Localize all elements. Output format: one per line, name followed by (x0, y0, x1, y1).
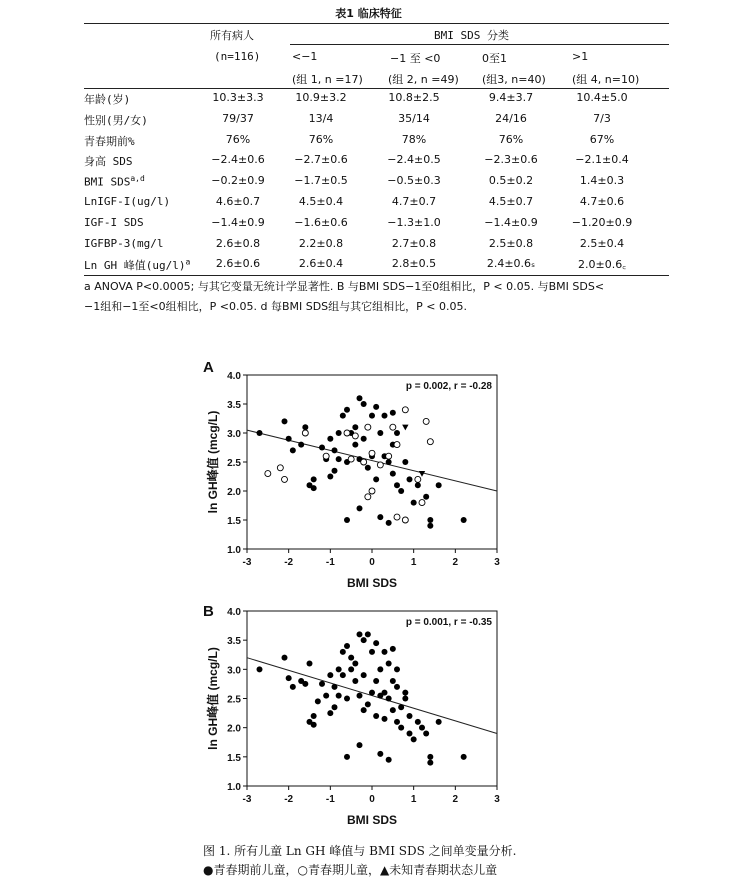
table-cell: 4.7±0.6 (579, 195, 625, 208)
data-point-prepubertal (386, 757, 392, 763)
data-point-prepubertal (327, 474, 333, 480)
y-tick-label: 3.0 (227, 429, 241, 440)
plot-frame (247, 611, 497, 786)
data-point-prepubertal (336, 666, 342, 672)
data-point-prepubertal (357, 505, 363, 511)
table-cell: −1.6±0.6 (294, 215, 348, 229)
data-point-pubertal (386, 453, 392, 459)
data-point-prepubertal (394, 684, 400, 690)
data-point-prepubertal (332, 704, 338, 710)
data-point-prepubertal (361, 707, 367, 713)
all-patients-n: (n=116) (214, 50, 261, 63)
data-point-prepubertal (386, 520, 392, 526)
data-point-prepubertal (336, 693, 342, 699)
group-4-range: >1 (572, 50, 589, 63)
data-point-prepubertal (352, 661, 358, 667)
table-cell: −2.4±0.5 (387, 153, 441, 167)
data-point-prepubertal (436, 719, 442, 725)
data-point-prepubertal (390, 471, 396, 477)
data-point-prepubertal (398, 704, 404, 710)
x-tick-label: 2 (452, 557, 459, 568)
data-point-prepubertal (423, 494, 429, 500)
data-point-prepubertal (377, 666, 383, 672)
table-cell: 1.4±0.3 (579, 174, 625, 188)
x-tick-label: -1 (325, 794, 335, 805)
table-cell: 2.5±0.4 (579, 236, 625, 250)
x-tick-label: -2 (284, 794, 294, 805)
y-tick-label: 1.0 (227, 545, 241, 556)
data-point-prepubertal (373, 678, 379, 684)
row-label-text: 年龄(岁) (84, 93, 131, 106)
data-point-prepubertal (423, 731, 429, 737)
data-point-prepubertal (402, 696, 408, 702)
figure-caption-line-2: ●青春期前儿童，○青春期儿童，▲未知青春期状态儿童 (203, 863, 498, 877)
data-point-prepubertal (344, 407, 350, 413)
table-cell: 76% (225, 132, 251, 146)
data-point-prepubertal (340, 672, 346, 678)
data-point-prepubertal (365, 465, 371, 471)
data-point-prepubertal (319, 445, 325, 451)
table-cell: 2.4±0.6ₛ (486, 257, 536, 271)
data-point-pubertal (361, 459, 367, 465)
table-cell: −2.3±0.6 (484, 153, 538, 167)
data-point-pubertal (369, 488, 375, 494)
table-cell: −2.4±0.6 (211, 153, 265, 167)
table-cell: 67% (589, 132, 615, 146)
table-cell: 78% (401, 132, 427, 146)
table-cell: 7/3 (593, 111, 611, 125)
data-point-prepubertal (344, 517, 350, 523)
data-point-prepubertal (411, 736, 417, 742)
y-tick-label: 4.0 (227, 607, 241, 618)
all-patients-label: 所有病人 (210, 29, 254, 42)
data-point-pubertal (323, 453, 329, 459)
data-point-pubertal (348, 456, 354, 462)
data-point-pubertal (302, 430, 308, 436)
data-point-pubertal (423, 418, 429, 424)
data-point-pubertal (282, 476, 288, 482)
y-tick-label: 1.0 (227, 782, 241, 793)
data-point-prepubertal (352, 424, 358, 430)
data-point-prepubertal (352, 442, 358, 448)
table-cell: −2.7±0.6 (294, 153, 348, 167)
data-point-prepubertal (290, 447, 296, 453)
y-tick-label: 2.5 (227, 694, 241, 706)
table-cell: 4.5±0.4 (298, 195, 344, 208)
data-point-prepubertal (307, 661, 313, 667)
panel-letter: B (203, 603, 214, 620)
data-point-pubertal (394, 442, 400, 448)
data-point-pubertal (415, 476, 421, 482)
data-point-prepubertal (286, 436, 292, 442)
table-cell: 2.7±0.8 (391, 236, 437, 250)
data-point-prepubertal (327, 436, 333, 442)
x-tick-label: -2 (284, 557, 294, 568)
data-point-prepubertal (327, 672, 333, 678)
data-point-prepubertal (332, 447, 338, 453)
table-cell: 2.6±0.4 (298, 257, 344, 271)
data-point-prepubertal (290, 684, 296, 690)
data-point-pubertal (277, 465, 283, 471)
data-point-prepubertal (415, 482, 421, 488)
data-point-prepubertal (390, 707, 396, 713)
x-axis-label: BMI SDS (346, 576, 398, 590)
data-point-prepubertal (361, 672, 367, 678)
data-point-prepubertal (373, 476, 379, 482)
data-point-prepubertal (327, 710, 333, 716)
x-tick-label: -3 (242, 794, 252, 805)
table-cell: −1.3±1.0 (387, 215, 441, 229)
table-cell: 10.4±5.0 (576, 91, 628, 104)
group-2-sub: (组 2, n =49) (388, 73, 459, 86)
row-label-text: BMI SDS (84, 175, 131, 189)
data-point-pubertal (352, 433, 358, 439)
table-cell: −1.20±0.9 (571, 215, 633, 229)
data-point-prepubertal (386, 696, 392, 702)
data-point-pubertal (369, 450, 375, 456)
data-point-unknown (419, 471, 425, 477)
data-point-prepubertal (390, 678, 396, 684)
group-3-sub: (组3, n=40) (482, 73, 546, 86)
data-point-pubertal (344, 430, 350, 436)
data-point-prepubertal (282, 418, 288, 424)
data-point-prepubertal (332, 684, 338, 690)
data-point-prepubertal (286, 675, 292, 681)
y-tick-label: 1.5 (227, 516, 241, 527)
table-cell: 9.4±3.7 (488, 91, 534, 104)
row-label-text: Ln GH 峰值(ug/l) (84, 259, 186, 273)
x-tick-label: 3 (494, 557, 500, 568)
table-cell: −1.4±0.9 (211, 215, 265, 229)
data-point-prepubertal (415, 719, 421, 725)
data-point-prepubertal (427, 523, 433, 529)
table-cell: 4.6±0.7 (215, 195, 261, 208)
y-tick-label: 3.0 (227, 665, 241, 677)
table-cell: 4.5±0.7 (488, 195, 534, 208)
data-point-prepubertal (348, 655, 354, 661)
x-tick-label: 1 (410, 794, 417, 805)
table-cell: 35/14 (398, 111, 430, 125)
data-point-prepubertal (344, 643, 350, 649)
data-point-prepubertal (365, 631, 371, 637)
data-point-prepubertal (361, 401, 367, 407)
data-point-prepubertal (336, 430, 342, 436)
data-point-prepubertal (461, 754, 467, 760)
data-point-prepubertal (382, 649, 388, 655)
x-tick-label: 0 (369, 557, 375, 568)
data-point-prepubertal (386, 459, 392, 465)
data-point-prepubertal (394, 482, 400, 488)
data-point-prepubertal (336, 456, 342, 462)
data-point-prepubertal (332, 468, 338, 474)
table-cell: 76% (308, 132, 334, 146)
data-point-prepubertal (427, 517, 433, 523)
x-tick-label: 1 (410, 557, 417, 568)
data-point-prepubertal (390, 410, 396, 416)
data-point-prepubertal (382, 413, 388, 419)
table-cell: 2.8±0.5 (391, 257, 437, 271)
y-tick-label: 3.5 (227, 636, 241, 648)
x-axis-label: BMI SDS (346, 813, 398, 827)
panel-letter: A (203, 359, 214, 376)
y-tick-label: 3.5 (227, 400, 241, 411)
table-caption: 表1 临床特征 (335, 7, 402, 20)
row-label-text: 青春期前% (84, 134, 135, 148)
y-axis-label: ln GH峰值 (mcg/L) (206, 647, 220, 750)
group-3-range: 0至1 (482, 52, 507, 65)
x-tick-label: -3 (242, 557, 252, 568)
data-point-prepubertal (402, 690, 408, 696)
row-label-text: IGFBP-3(mg/l (84, 236, 164, 250)
y-tick-label: 2.0 (227, 723, 241, 735)
table-footnote-line-2: −1组和−1至<0组相比，P <0.05. d 每BMI SDS组与其它组相比，P < 0.05. (84, 300, 468, 313)
data-point-prepubertal (382, 716, 388, 722)
table-cell: 2.2±0.8 (298, 236, 344, 250)
data-point-prepubertal (357, 693, 363, 699)
data-point-prepubertal (357, 742, 363, 748)
table-cell: −1.7±0.5 (294, 174, 348, 188)
data-point-prepubertal (319, 681, 325, 687)
group-1-range: <−1 (292, 50, 318, 63)
row-label-text: LnIGF-I(ug/l) (84, 195, 171, 208)
data-point-prepubertal (257, 666, 263, 672)
data-point-prepubertal (340, 413, 346, 419)
data-point-pubertal (365, 424, 371, 430)
table-cell: −0.2±0.9 (211, 174, 265, 188)
x-tick-label: -1 (325, 557, 335, 568)
group-2-range: −1 至 <0 (390, 52, 441, 65)
data-point-prepubertal (411, 500, 417, 506)
table-cell: 0.5±0.2 (488, 174, 534, 188)
data-point-pubertal (365, 494, 371, 500)
data-point-prepubertal (369, 413, 375, 419)
data-point-pubertal (402, 407, 408, 413)
data-point-prepubertal (427, 754, 433, 760)
table-cell: 2.5±0.8 (488, 236, 534, 250)
data-point-prepubertal (398, 488, 404, 494)
data-point-prepubertal (377, 514, 383, 520)
data-point-prepubertal (298, 442, 304, 448)
data-point-prepubertal (461, 517, 467, 523)
data-point-prepubertal (427, 760, 433, 766)
data-point-prepubertal (407, 476, 413, 482)
data-point-prepubertal (361, 637, 367, 643)
y-axis-label: ln GH峰值 (mcg/L) (206, 410, 220, 514)
table-cell: 10.8±2.5 (388, 91, 440, 104)
row-label-superscript: a (185, 257, 191, 267)
data-point-prepubertal (323, 693, 329, 699)
y-tick-label: 2.5 (227, 458, 241, 469)
table-cell: 10.9±3.2 (295, 91, 347, 104)
bmi-group-label: BMI SDS 分类 (434, 29, 509, 42)
table-cell: 10.3±3.3 (212, 91, 264, 104)
table-cell: 2.6±0.6 (215, 257, 261, 271)
data-point-prepubertal (373, 640, 379, 646)
data-point-prepubertal (436, 482, 442, 488)
x-tick-label: 0 (369, 794, 375, 805)
data-point-prepubertal (407, 713, 413, 719)
table-cell: 2.0±0.6꜀ (577, 258, 626, 272)
data-point-prepubertal (311, 485, 317, 491)
data-point-prepubertal (373, 713, 379, 719)
data-point-prepubertal (373, 404, 379, 410)
table-cell: 2.6±0.8 (215, 236, 261, 250)
table-cell: −0.5±0.3 (387, 174, 441, 188)
x-tick-label: 3 (494, 794, 500, 805)
data-point-prepubertal (398, 725, 404, 731)
data-point-prepubertal (357, 395, 363, 401)
data-point-prepubertal (361, 436, 367, 442)
stats-annotation: p = 0.001, r = -0.35 (405, 617, 492, 628)
data-point-prepubertal (311, 476, 317, 482)
data-point-prepubertal (390, 646, 396, 652)
data-point-prepubertal (302, 424, 308, 430)
table-footnote-line-1: a ANOVA P<0.0005; 与其它变量无统计学显著性. B 与BMI SDS−1至0组相比，P < 0.05. 与BMI SDS< (84, 280, 605, 293)
data-point-prepubertal (394, 430, 400, 436)
data-point-prepubertal (348, 666, 354, 672)
data-point-prepubertal (352, 678, 358, 684)
data-point-prepubertal (340, 649, 346, 655)
data-point-prepubertal (311, 722, 317, 728)
data-point-pubertal (402, 517, 408, 523)
data-point-prepubertal (282, 655, 288, 661)
stats-annotation: p = 0.002, r = -0.28 (405, 381, 492, 392)
group-1-sub: (组 1, n =17) (292, 73, 363, 86)
row-label-superscript: a,d (130, 174, 145, 184)
data-point-prepubertal (407, 731, 413, 737)
data-point-pubertal (419, 500, 425, 506)
data-point-pubertal (394, 514, 400, 520)
table-cell: −2.1±0.4 (575, 153, 629, 167)
data-point-prepubertal (377, 430, 383, 436)
y-tick-label: 4.0 (227, 371, 241, 382)
data-point-prepubertal (311, 713, 317, 719)
table-cell: 79/37 (222, 111, 254, 125)
data-point-prepubertal (386, 661, 392, 667)
figure-caption-line-1: 图 1. 所有儿童 Ln GH 峰值与 BMI SDS 之间单变量分析. (203, 844, 517, 858)
data-point-pubertal (427, 439, 433, 445)
table-cell: 4.7±0.7 (391, 195, 437, 208)
data-point-prepubertal (302, 681, 308, 687)
data-point-prepubertal (344, 696, 350, 702)
data-point-prepubertal (365, 701, 371, 707)
data-point-prepubertal (257, 430, 263, 436)
data-point-prepubertal (344, 754, 350, 760)
y-tick-label: 2.0 (227, 487, 241, 498)
data-point-prepubertal (369, 690, 375, 696)
data-point-prepubertal (419, 725, 425, 731)
data-point-pubertal (377, 462, 383, 468)
data-point-prepubertal (394, 719, 400, 725)
data-point-unknown (402, 425, 408, 431)
group-4-sub: (组 4, n=10) (572, 73, 640, 86)
table-cell: 24/16 (495, 111, 527, 125)
x-tick-label: 2 (452, 794, 459, 805)
row-label-text: 性别(男/女) (84, 113, 148, 127)
data-point-prepubertal (377, 751, 383, 757)
data-point-prepubertal (369, 649, 375, 655)
row-label-text: 身高 SDS (84, 155, 133, 169)
data-point-prepubertal (357, 631, 363, 637)
data-point-prepubertal (402, 459, 408, 465)
data-point-prepubertal (394, 666, 400, 672)
data-point-prepubertal (377, 693, 383, 699)
table-cell: 76% (498, 132, 524, 146)
data-point-prepubertal (315, 698, 321, 704)
data-point-pubertal (265, 471, 271, 477)
data-point-pubertal (390, 424, 396, 430)
row-label-text: IGF-I SDS (84, 215, 144, 229)
table-cell: −1.4±0.9 (484, 215, 538, 229)
y-tick-label: 1.5 (227, 752, 241, 764)
table-cell: 13/4 (308, 111, 334, 125)
plot-frame (247, 375, 497, 549)
